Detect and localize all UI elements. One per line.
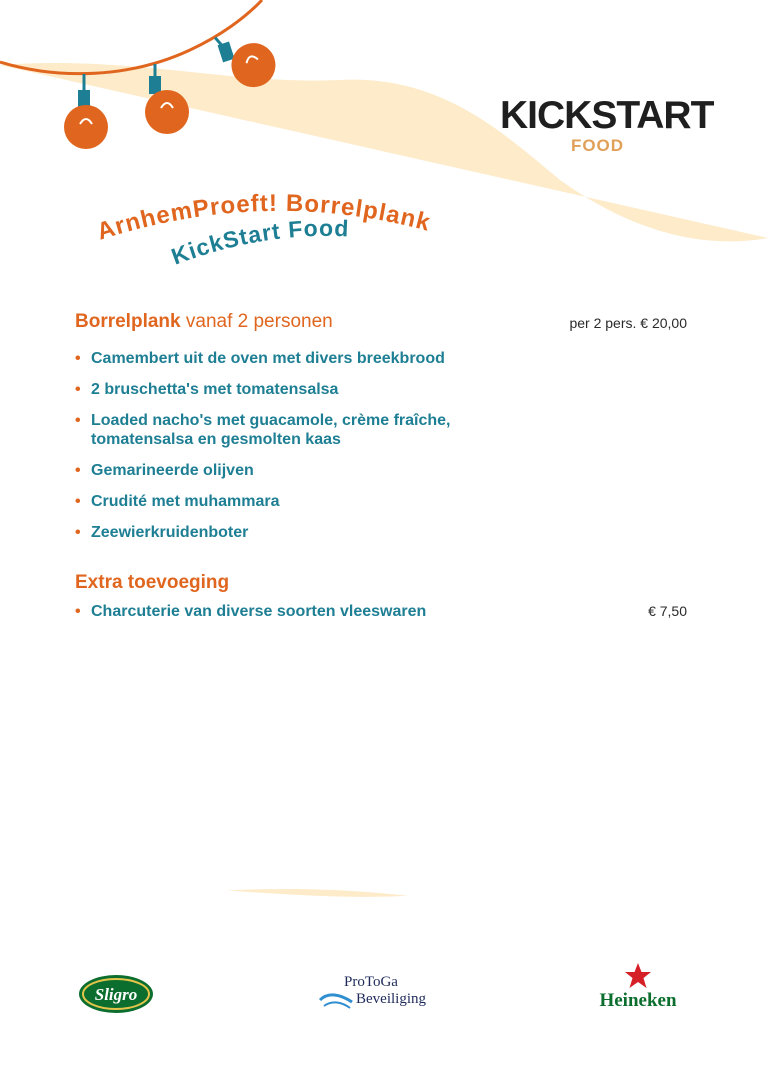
page-title [80, 170, 520, 280]
list-item-label: Gemarineerde olijven [91, 462, 254, 479]
list-item: • Charcuterie van diverse soorten vleeswaren € 7,50 [75, 603, 687, 620]
list-item: • 2 bruschetta's met tomatensalsa [75, 381, 339, 398]
logo-sub-text: FOOD [570, 136, 625, 155]
section-heading-bold: Borrelplank [75, 311, 181, 332]
section-heading-extra: Extra toevoeging [75, 572, 230, 593]
list-item-label: Camembert uit de oven met divers breekbrood [91, 350, 445, 367]
sligro-text: Sligro [94, 985, 138, 1004]
list-item-label: 2 bruschetta's met tomatensalsa [91, 381, 339, 398]
list-item: • Zeewierkruidenboter [75, 524, 249, 541]
heineken-logo [586, 962, 690, 1018]
kickstart-food-logo [500, 94, 714, 164]
title-line-2: KickStart Food [167, 214, 350, 270]
list-item: • Camembert uit de oven met divers breekbrood [75, 350, 445, 367]
item-price: € 7,50 [648, 603, 687, 619]
extra-list [75, 602, 687, 621]
protoga-wave-icon [318, 992, 354, 1012]
protoga-line-1: ProToGa [344, 974, 398, 990]
borrelplank-list [75, 349, 687, 542]
title-line-1: ArnhemProeft! Borrelplank [93, 189, 434, 246]
section-price: per 2 pers. € 20,00 [569, 315, 687, 331]
protoga-line-2: Beveiliging [356, 991, 426, 1007]
list-item: • Gemarineerde olijven [75, 462, 254, 479]
list-item: • Crudité met muhammara [75, 493, 280, 510]
list-item-label: Loaded nacho's met guacamole, crème fraîche, tomatensalsa en gesmolten kaas [91, 412, 451, 448]
menu-content [75, 311, 687, 621]
string-lights-decoration [0, 0, 300, 160]
logo-main-text: KICKSTART [500, 94, 714, 137]
protoga-logo [318, 974, 458, 1014]
list-item-label: Charcuterie van diverse soorten vleeswaren [91, 603, 427, 620]
list-item-label: Crudité met muhammara [91, 493, 280, 510]
section-heading-borrelplank [75, 311, 687, 337]
section-heading-rest: vanaf 2 personen [180, 311, 333, 332]
red-star-icon [624, 962, 652, 990]
light-bulb-icon [145, 64, 189, 134]
sligro-logo [78, 972, 154, 1014]
heineken-text: Heineken [599, 990, 677, 1011]
list-item: • Loaded nacho's met guacamole, crème fraîche, tomatensalsa en gesmolten kaas [75, 412, 451, 448]
light-bulb-icon [215, 22, 281, 95]
light-bulb-icon [64, 74, 108, 149]
sponsor-logos [0, 960, 768, 1030]
list-item-label: Zeewierkruidenboter [91, 524, 249, 541]
